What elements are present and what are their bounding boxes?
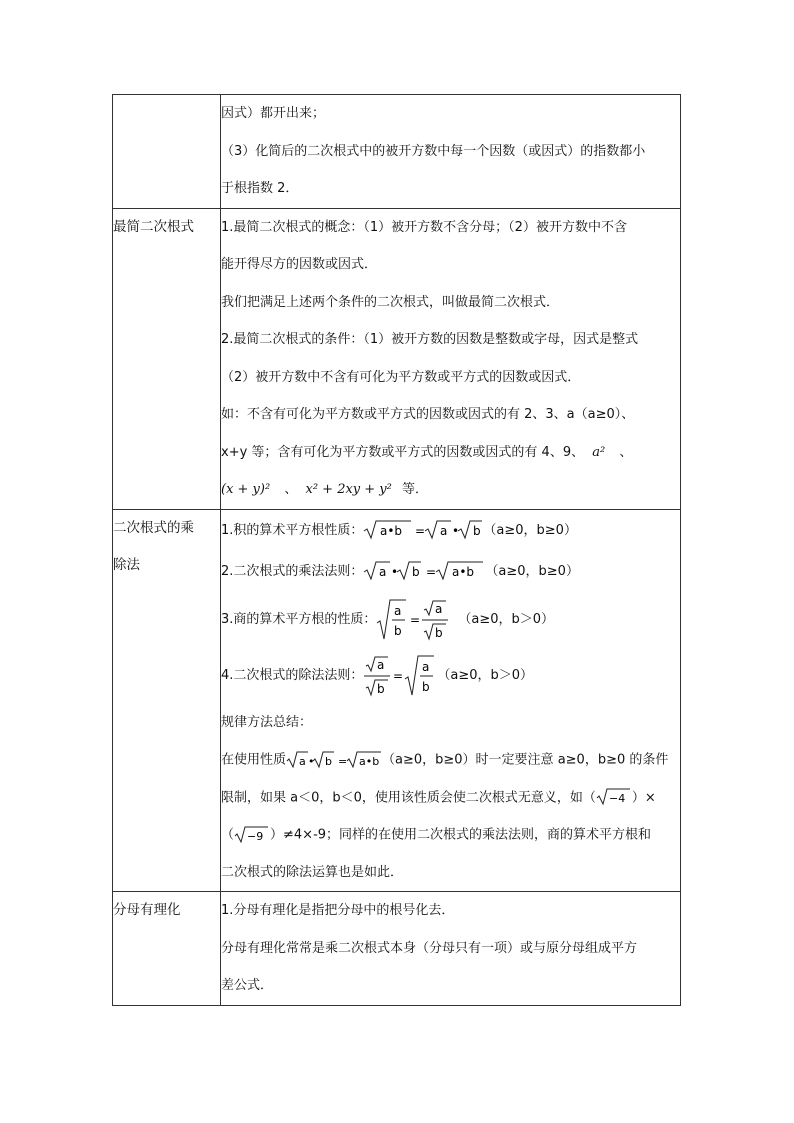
content-line: 能开得尽方的因数或因式．: [221, 257, 378, 272]
radical-icon: [376, 597, 458, 643]
svg-text:b: b: [325, 754, 332, 768]
content-line: [221, 779, 680, 817]
content-line: （3）化简后的二次根式中的被开方数中每一个因数（或因式）的指数都小: [221, 143, 646, 159]
row-content: [221, 208, 681, 509]
math-polynomial: x² + 2xy + y²: [305, 482, 392, 497]
knowledge-table: [112, 94, 681, 1006]
formula-product-sqrt: [363, 510, 483, 551]
formula-quotient-sqrt: [376, 597, 458, 643]
tail-text: 等．: [402, 482, 429, 497]
svg-text:a: a: [377, 657, 385, 672]
separator: 、: [284, 482, 298, 497]
svg-text:=: =: [338, 754, 348, 768]
row-label: 分母有理化: [113, 892, 221, 1006]
content-line: 如：不含有可化为平方数或平方式的因数或因式的有 2、3、a（a≥0）、: [221, 407, 635, 422]
rule-text: 4.二次根式的除法法则：: [221, 667, 364, 683]
svg-text:=: =: [426, 565, 437, 579]
svg-text:−9: −9: [247, 829, 264, 843]
summary-text: 限制，如果 a＜0，b＜0，使用该性质会使二次根式无意义，如（: [221, 789, 596, 805]
radical-icon: [234, 824, 270, 846]
summary-text: （a≥0，b≥0）时一定要注意 a≥0，b≥0 的条件: [382, 752, 669, 768]
summary-text: ）×: [631, 789, 656, 805]
formula-sqrt-neg9: [234, 816, 270, 854]
formula-product-rule-inline: [286, 741, 382, 779]
radical-icon: [363, 518, 483, 542]
svg-text:−4: −4: [608, 792, 626, 805]
row-content: [221, 95, 681, 209]
svg-text:•: •: [452, 524, 460, 538]
content-line: 二次根式的除法运算也是如此．: [221, 864, 404, 880]
example-text: x+y 等；含有可化为平方数或平方式的因数或因式的有 4、9、: [221, 444, 585, 460]
radical-icon: [363, 653, 437, 699]
table-row: [113, 509, 681, 892]
svg-text:a•b: a•b: [380, 524, 403, 538]
svg-text:a: a: [379, 565, 387, 579]
svg-text:=: =: [393, 668, 404, 683]
row-content: [221, 892, 681, 1006]
condition-text: （a≥0，b≥0）: [485, 563, 579, 579]
content-line: 因式）都开出来；: [221, 106, 326, 121]
content-line: 分母有理化常常是乘二次根式本身（分母只有一项）或与原分母组成平方: [221, 940, 638, 956]
rule-text: 3.商的算术平方根的性质：: [221, 611, 377, 627]
math-a-squared: a²: [592, 444, 606, 460]
row-label-line: 除法: [113, 556, 140, 573]
content-line: [221, 551, 680, 592]
content-line: 2.最简二次根式的条件：（1）被开方数的因数是整数或字母，因式是整式: [221, 332, 639, 347]
condition-text: （a≥0，b＞0）: [458, 611, 555, 627]
svg-text:•: •: [391, 565, 399, 579]
content-line: [221, 816, 680, 854]
rule-text: 1.积的算术平方根性质：: [221, 522, 364, 538]
svg-text:b: b: [394, 623, 403, 638]
table-row: [113, 208, 681, 509]
content-line: 1.最简二次根式的概念：（1）被开方数不含分母；（2）被开方数中不含: [221, 219, 627, 235]
svg-text:b: b: [435, 625, 444, 640]
row-label: [113, 509, 221, 892]
svg-text:a: a: [394, 603, 402, 618]
row-label-line: 二次根式的乘: [113, 519, 194, 536]
content-line: [221, 471, 680, 509]
svg-text:b: b: [473, 524, 482, 538]
row-label: 最简二次根式: [113, 208, 221, 509]
svg-text:b: b: [377, 681, 386, 696]
summary-text: 在使用性质: [221, 752, 287, 768]
formula-multiplication-rule: [363, 551, 485, 592]
svg-text:a: a: [422, 659, 430, 674]
svg-text:•: •: [308, 754, 315, 768]
svg-text:a•b: a•b: [452, 565, 475, 579]
formula-sqrt-neg4: [596, 779, 632, 817]
content-line: （2）被开方数中不含有可化为平方数或平方式的因数或因式．: [221, 369, 581, 385]
content-line: [221, 741, 680, 779]
content-line: [221, 648, 680, 704]
condition-text: （a≥0，b＞0）: [437, 667, 534, 683]
condition-text: （a≥0，b≥0）: [483, 522, 577, 538]
math-xy-squared: (x + y)²: [221, 482, 271, 497]
svg-text:a: a: [435, 601, 443, 616]
radical-icon: [363, 559, 485, 583]
table-row: [113, 95, 681, 209]
separator: 、: [619, 444, 633, 460]
row-label: [113, 95, 221, 209]
summary-text: ）≠4×-9；同样的在使用二次根式的乘法法则，商的算术平方根和: [270, 827, 652, 843]
content-line: 于根指数 2．: [221, 181, 299, 196]
radical-icon: [286, 749, 382, 771]
summary-text: （: [221, 827, 235, 843]
radical-icon: [596, 786, 632, 808]
row-content: [221, 509, 681, 892]
table-row: [113, 892, 681, 1006]
summary-title: 规律方法总结：: [221, 714, 313, 730]
svg-text:=: =: [415, 524, 426, 538]
svg-text:a: a: [440, 524, 448, 538]
content-line: [221, 510, 680, 551]
rule-text: 2.二次根式的乘法法则：: [221, 563, 364, 579]
formula-division-rule: [363, 653, 437, 699]
content-line: 1.分母有理化是指把分母中的根号化去．: [221, 903, 455, 918]
svg-text:=: =: [410, 612, 421, 627]
svg-text:b: b: [422, 679, 431, 694]
svg-text:a: a: [299, 754, 306, 768]
content-line: 我们把满足上述两个条件的二次根式，叫做最简二次根式．: [221, 294, 560, 310]
content-line: [221, 592, 680, 648]
content-line: [221, 434, 680, 472]
svg-text:a•b: a•b: [359, 754, 380, 768]
content-line: 差公式．: [221, 978, 274, 993]
svg-text:b: b: [412, 565, 421, 579]
